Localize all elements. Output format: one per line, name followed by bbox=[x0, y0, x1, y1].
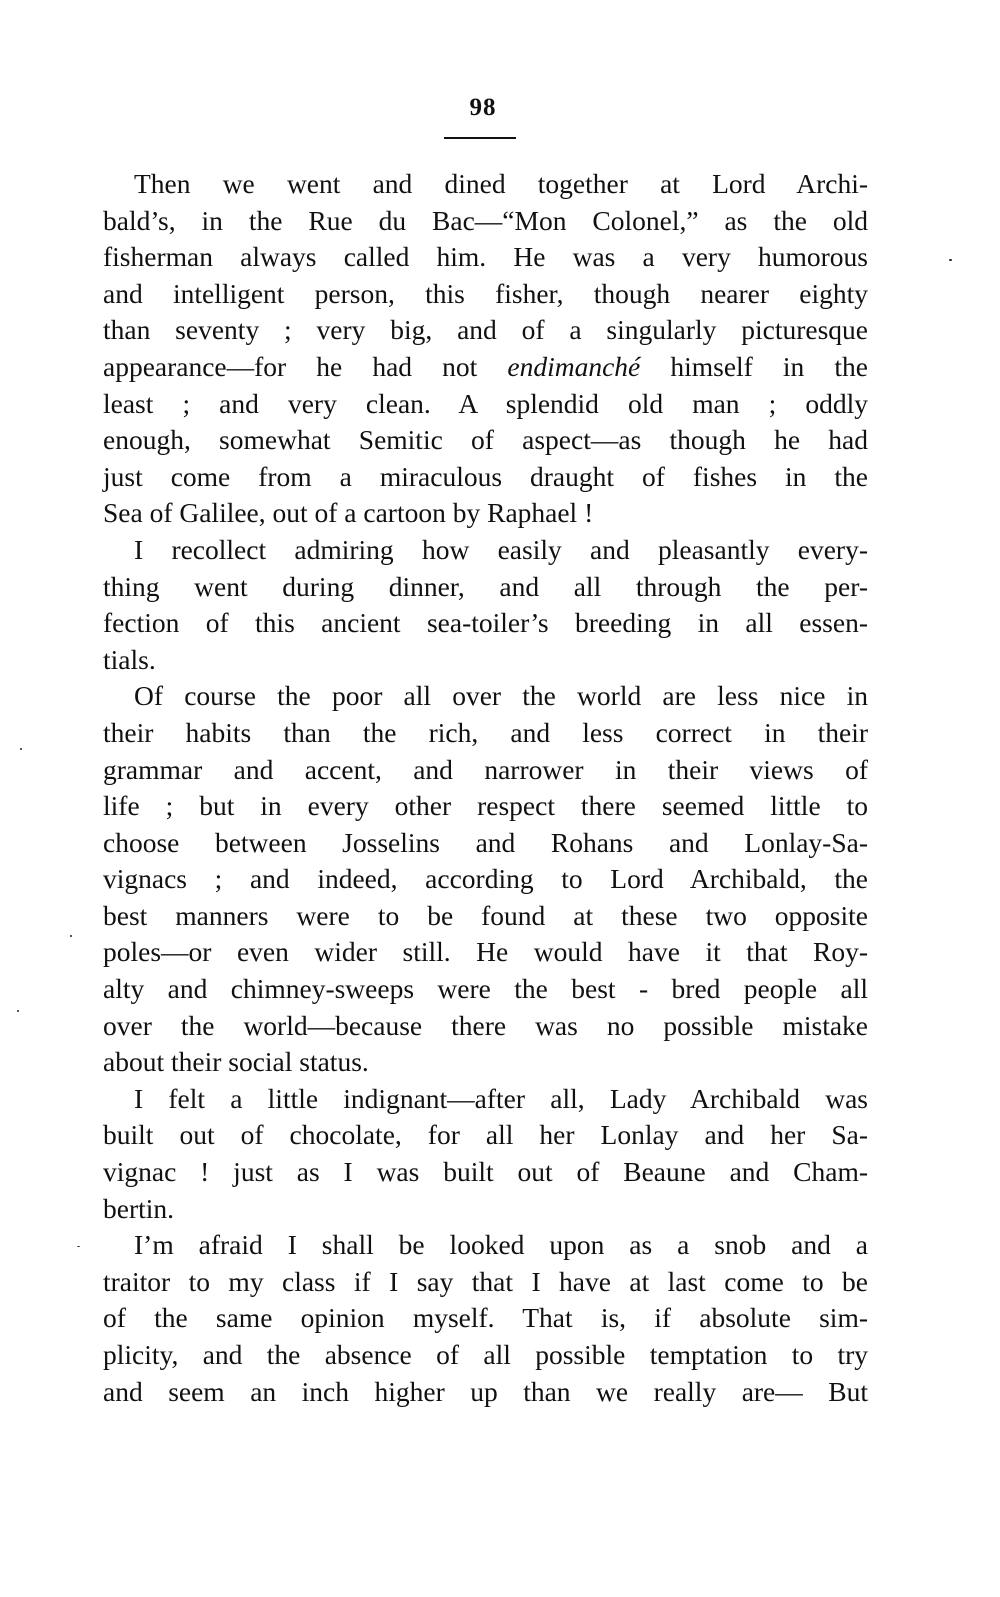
text-line: grammar and accent, and narrower in their views of bbox=[103, 753, 868, 785]
scan-speck bbox=[17, 1010, 19, 1012]
text-line bbox=[103, 349, 868, 386]
text-line: enough, somewhat Semitic of aspect—as though he had bbox=[103, 424, 868, 456]
text-line: plicity, and the absence of all possible temptation to try bbox=[103, 1339, 868, 1370]
text-line: poles—or even wider still. He would have it that Roy- bbox=[103, 936, 868, 968]
text-span: appearance—for he had not bbox=[103, 350, 508, 382]
text-line: alty and chimney-sweeps were the best - bred people all bbox=[103, 973, 868, 1005]
text-line: than seventy ; very big, and of a singularly picturesque bbox=[103, 314, 868, 346]
text-line: I felt a little indignant—after all, Lady Archibald was bbox=[134, 1082, 868, 1114]
paragraph bbox=[103, 1227, 868, 1410]
text-line: thing went during dinner, and all through the per- bbox=[103, 570, 868, 602]
scan-speck bbox=[20, 748, 22, 750]
italic-word: endimanché bbox=[507, 350, 641, 382]
text-line: I’m afraid I shall be looked upon as a snob and a bbox=[134, 1229, 868, 1261]
text-line: Sea of Galilee, out of a cartoon by Raphael ! bbox=[103, 497, 594, 529]
text-line: built out of chocolate, for all her Lonlay and her Sa- bbox=[103, 1119, 868, 1151]
scan-speck bbox=[70, 935, 72, 937]
text-line: of the same opinion myself. That is, if absolute sim- bbox=[103, 1302, 868, 1334]
text-line: I recollect admiring how easily and pleasantly every- bbox=[134, 533, 868, 565]
scan-speck bbox=[77, 1246, 80, 1247]
text-line: vignac ! just as I was built out of Beaune and Cham- bbox=[103, 1156, 868, 1188]
text-line: fisherman always called him. He was a very humorous bbox=[103, 241, 868, 273]
body-text bbox=[103, 166, 868, 1410]
text-line: choose between Josselins and Rohans and Lonlay-Sa- bbox=[103, 826, 868, 858]
text-line: and seem an inch higher up than we really are— But bbox=[103, 1375, 868, 1407]
page-number-rule bbox=[444, 137, 516, 139]
text-line: best manners were to be found at these two opposite bbox=[103, 899, 868, 931]
text-line: over the world—because there was no possible mistake bbox=[103, 1009, 868, 1041]
paragraph bbox=[103, 532, 868, 678]
text-line: fection of this ancient sea-toiler’s breeding in all essen- bbox=[103, 607, 868, 639]
text-line: bald’s, in the Rue du Bac—“Mon Colonel,” as the old bbox=[103, 204, 868, 236]
text-line: traitor to my class if I say that I have at last come to be bbox=[103, 1265, 868, 1297]
paragraph bbox=[103, 678, 868, 1081]
text-line: about their social status. bbox=[103, 1046, 369, 1078]
text-span: himself in the bbox=[640, 350, 868, 382]
text-line: tials. bbox=[103, 643, 156, 675]
text-line: just come from a miraculous draught of fishes in the bbox=[103, 460, 868, 492]
text-line: and intelligent person, this fisher, though nearer eighty bbox=[103, 277, 868, 309]
page-number: 98 bbox=[469, 94, 497, 121]
paragraph bbox=[103, 166, 868, 532]
text-line: life ; but in every other respect there seemed little to bbox=[103, 790, 868, 822]
paragraph bbox=[103, 1081, 868, 1227]
text-line: Then we went and dined together at Lord Archi- bbox=[134, 168, 868, 199]
text-line: bertin. bbox=[103, 1192, 175, 1224]
text-line: least ; and very clean. A splendid old man ; oddly bbox=[103, 387, 868, 419]
scan-speck bbox=[949, 259, 952, 261]
text-line: Of course the poor all over the world are less nice in bbox=[134, 680, 868, 712]
text-line: vignacs ; and indeed, according to Lord Archibald, the bbox=[103, 863, 868, 895]
text-line: their habits than the rich, and less correct in their bbox=[103, 716, 868, 748]
